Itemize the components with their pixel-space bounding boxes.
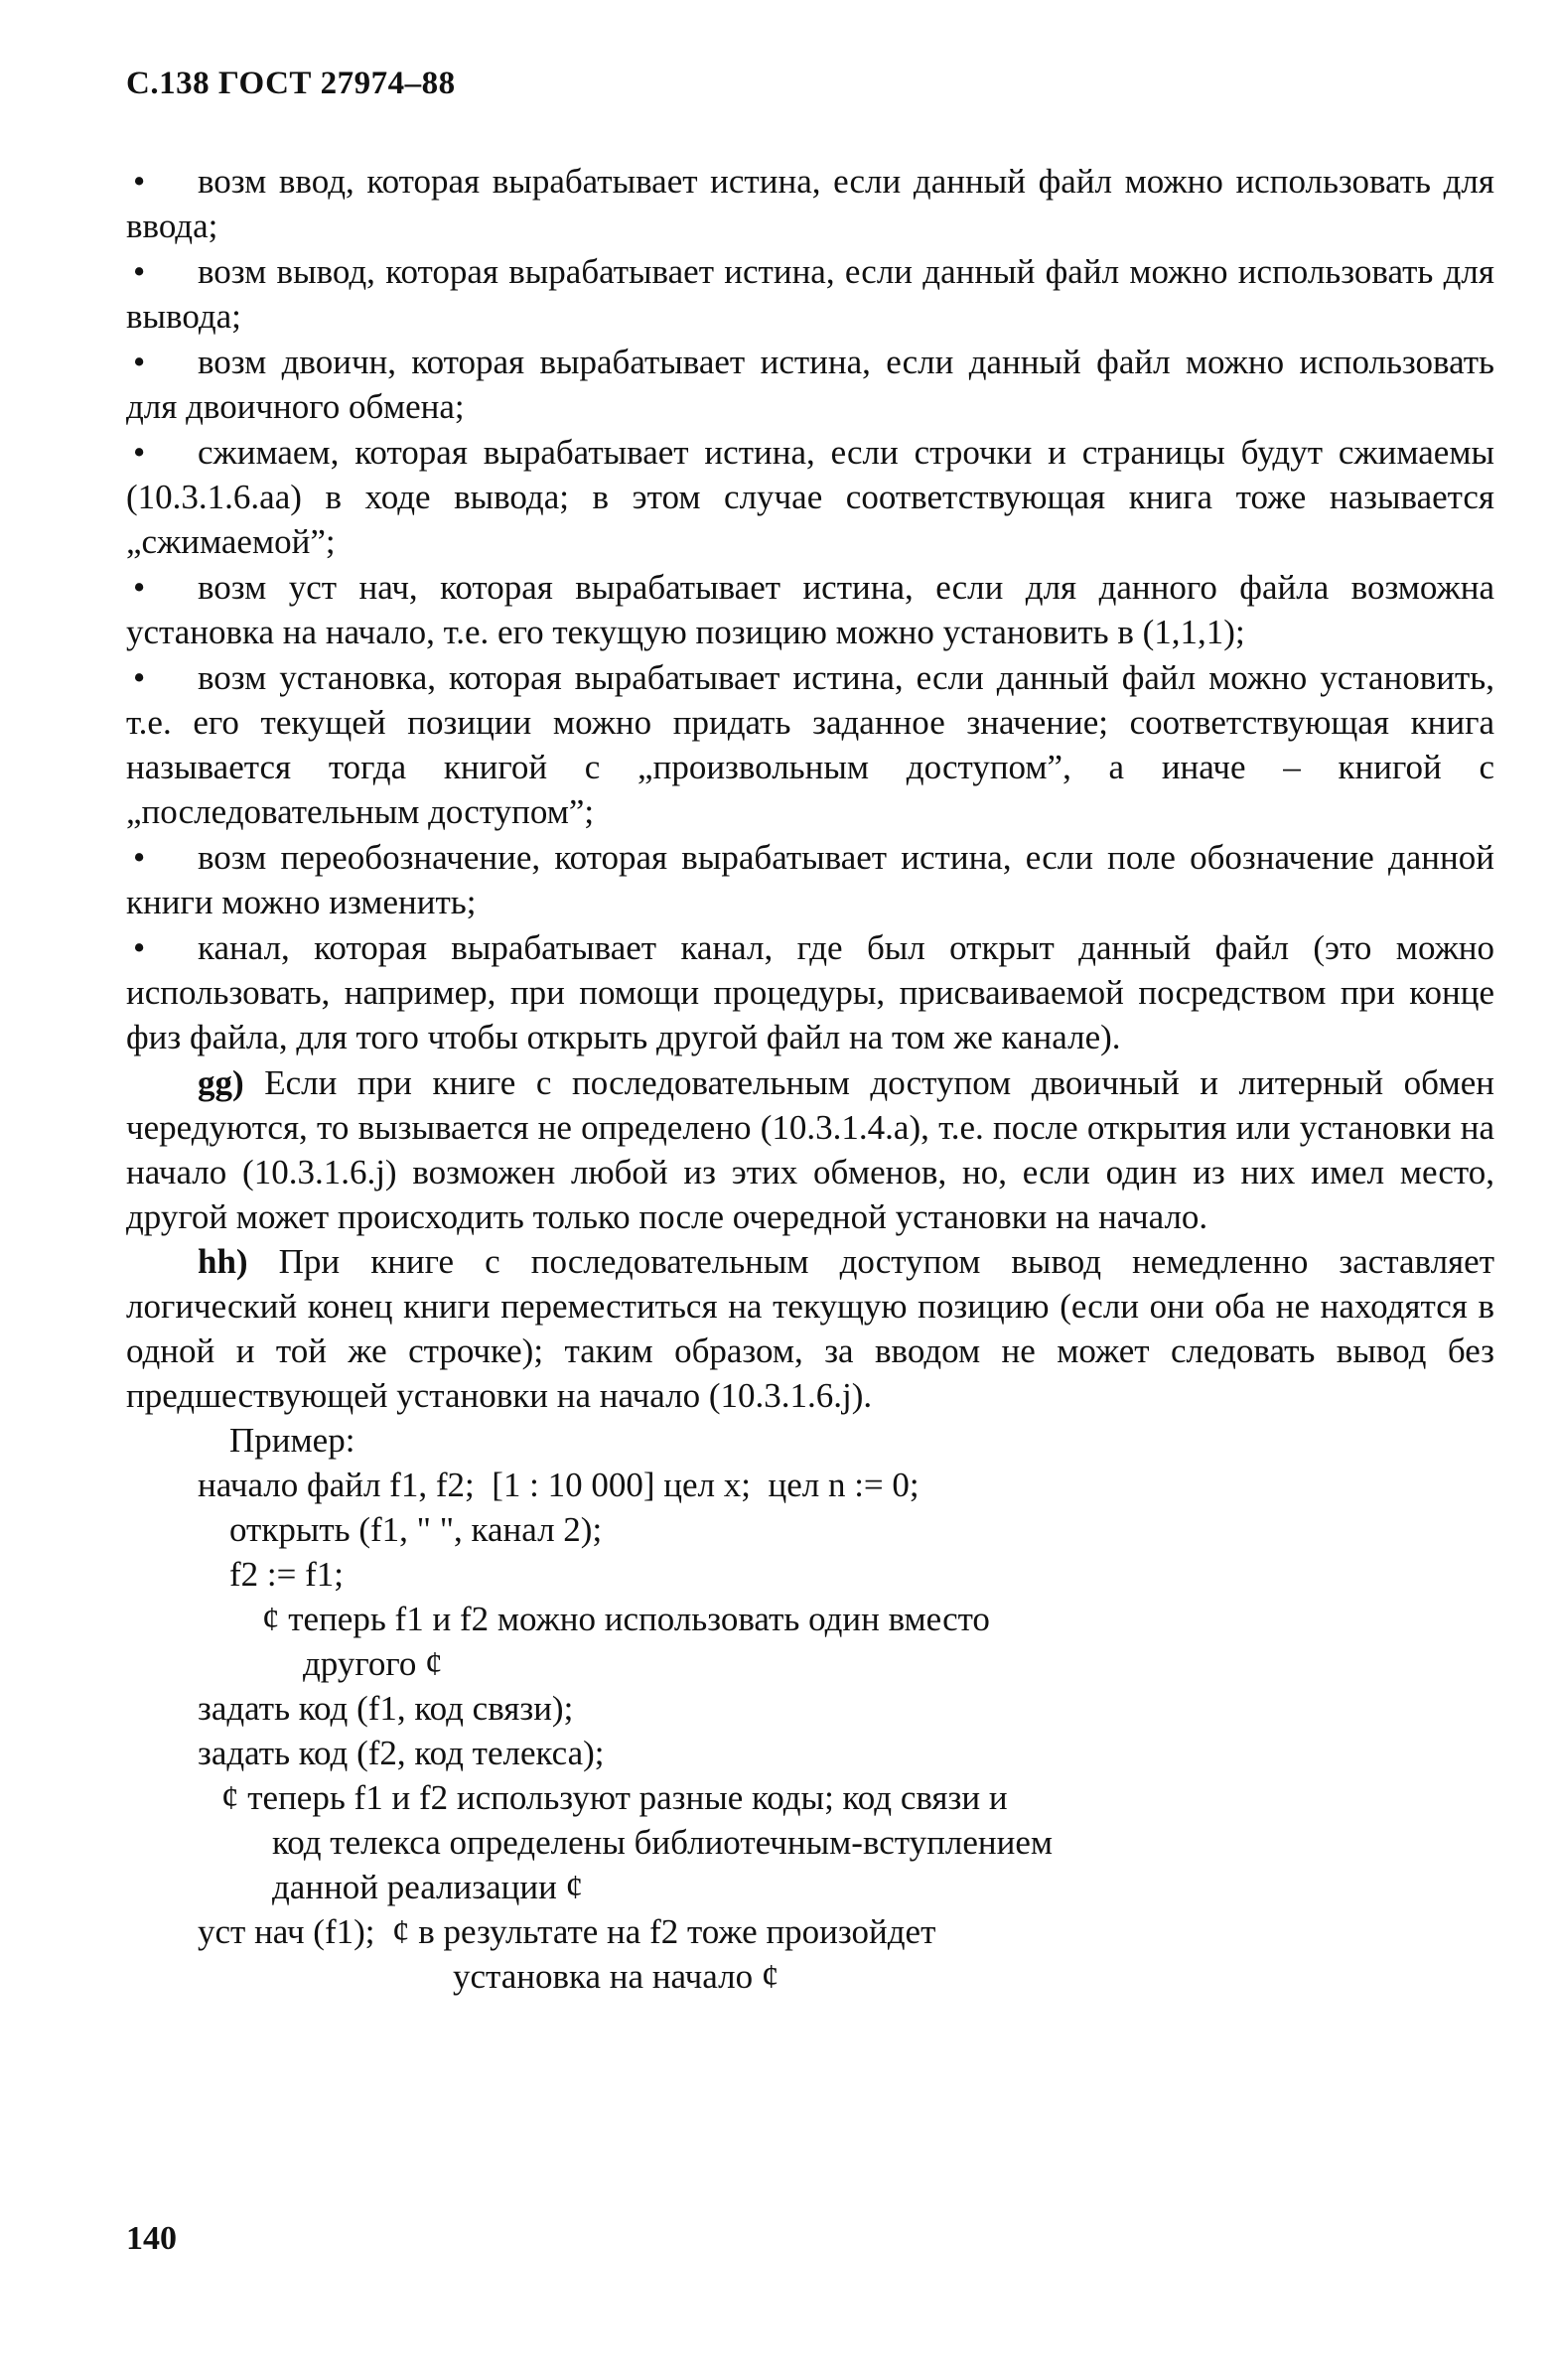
bullet-text: возм ввод, которая вырабатывает истина, если данный файл можно использовать для ввода; xyxy=(126,162,1494,245)
bullet-item xyxy=(126,249,1494,339)
code-example xyxy=(126,1418,1494,1999)
bullet-text: канал, которая вырабатывает канал, где был открыт данный файл (это можно использовать, например, при помощи процедуры, присваиваемой посредством при конце физ файла, для того чтобы открыть другой файл на том же канале). xyxy=(126,928,1494,1056)
code-line: начало файл f1, f2; [1 : 10 000] цел x; цел n := 0; xyxy=(198,1466,920,1504)
bullet-marker: • xyxy=(133,252,146,291)
paragraph-marker: hh) xyxy=(198,1242,248,1281)
code-comment-line: код телекса определены библиотечным-вступлением xyxy=(272,1823,1054,1862)
paragraph-gg xyxy=(126,1060,1494,1239)
document-body xyxy=(126,159,1494,1999)
code-comment-line: ¢ теперь f1 и f2 можно использовать один вместо xyxy=(262,1600,990,1638)
bullet-text: возм двоичн, которая вырабатывает истина, если данный файл можно использовать для двоичного обмена; xyxy=(126,343,1494,426)
bullet-marker: • xyxy=(133,343,146,381)
bullet-marker: • xyxy=(133,568,146,607)
bullet-marker: • xyxy=(133,658,146,697)
bullet-text: сжимаем, которая вырабатывает истина, если строчки и страницы будут сжимаемы (10.3.1.6.aa) в ходе вывода; в этом случае соответствующая книга тоже называется „сжимаемой”; xyxy=(126,433,1494,561)
bullet-text: возм уст нач, которая вырабатывает истина, если для данного файла возможна установка на начало, т.е. его текущую позицию можно установить в (1,1,1); xyxy=(126,568,1494,651)
code-comment-line: данной реализации ¢ xyxy=(272,1868,584,1906)
code-line: f2 := f1; xyxy=(229,1555,344,1594)
example-label: Пример: xyxy=(229,1421,355,1460)
bullet-item xyxy=(126,340,1494,429)
paragraph-hh xyxy=(126,1239,1494,1418)
code-comment-line: установка на начало ¢ xyxy=(453,1957,779,1996)
code-line: задать код (f2, код телекса); xyxy=(198,1734,605,1772)
code-line: уст нач (f1); ¢ в результате на f2 тоже произойдет xyxy=(198,1912,936,1951)
bullet-text: возм переобозначение, которая вырабатывает истина, если поле обозначение данной книги можно изменить; xyxy=(126,838,1494,921)
bullet-text: возм вывод, которая вырабатывает истина, если данный файл можно использовать для вывода; xyxy=(126,252,1494,336)
page-number: 140 xyxy=(126,2220,177,2257)
bullet-marker: • xyxy=(133,162,146,201)
paragraph-text: При книге с последовательным доступом вывод немедленно заставляет логический конец книги переместиться на текущую позицию (если они оба не находятся в одной и той же строчке); таким образом, за вводом не может следовать вывод без предшествующей установки на начало (10.3.1.6.j). xyxy=(126,1242,1494,1415)
bullet-item xyxy=(126,565,1494,654)
bullet-item xyxy=(126,925,1494,1059)
code-comment-line: ¢ теперь f1 и f2 используют разные коды; код связи и xyxy=(221,1778,1008,1817)
code-line: открыть (f1, " ", канал 2); xyxy=(229,1510,603,1549)
bullet-item xyxy=(126,655,1494,834)
bullet-marker: • xyxy=(133,928,146,967)
bullet-text: возм установка, которая вырабатывает истина, если данный файл можно установить, т.е. его текущей позиции можно придать заданное значение; соответствующая книга называется тогда книгой с „произвольным доступом”, а иначе – книгой с „последовательным доступом”; xyxy=(126,658,1494,831)
page-header: С.138 ГОСТ 27974–88 xyxy=(126,66,456,101)
bullet-item xyxy=(126,835,1494,924)
code-comment-line: другого ¢ xyxy=(303,1644,443,1683)
code-line: задать код (f1, код связи); xyxy=(198,1689,574,1728)
paragraph-marker: gg) xyxy=(198,1063,244,1102)
bullet-item xyxy=(126,159,1494,248)
bullet-marker: • xyxy=(133,838,146,877)
bullet-item xyxy=(126,430,1494,564)
bullet-marker: • xyxy=(133,433,146,472)
paragraph-text: Если при книге с последовательным доступом двоичный и литерный обмен чередуются, то вызывается не определено (10.3.1.4.a), т.е. после открытия или установки на начало (10.3.1.6.j) возможен любой из этих обменов, но, если один из них имел место, другой может происходить только после очередной установки на начало. xyxy=(126,1063,1495,1236)
